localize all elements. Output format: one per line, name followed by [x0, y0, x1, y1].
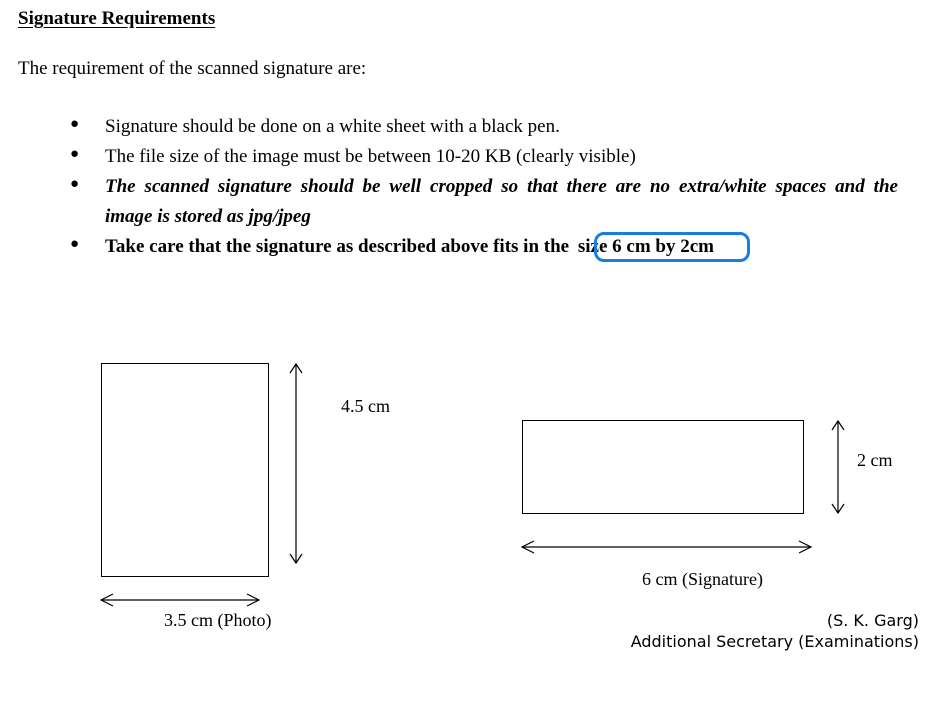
- photo-width-label: 3.5 cm (Photo): [164, 610, 272, 630]
- intro-text: The requirement of the scanned signature are:: [18, 58, 367, 79]
- bullet-icon: ●: [70, 236, 80, 252]
- bullet-icon: ●: [70, 176, 80, 192]
- bullet-icon: ●: [70, 146, 80, 162]
- signature-height-label: 2 cm: [857, 450, 893, 470]
- signature-width-label: 6 cm (Signature): [642, 569, 763, 589]
- signatory-name: (S. K. Garg): [826, 611, 919, 630]
- section-heading: Signature Requirements: [18, 8, 216, 29]
- highlighted-size: size 6 cm by 2cm: [577, 236, 714, 257]
- signatory-designation: Additional Secretary (Examinations): [630, 632, 919, 651]
- bullet-icon: ●: [70, 116, 80, 132]
- photo-height-label: 4.5 cm: [341, 396, 390, 416]
- signatory-block: [631, 610, 919, 652]
